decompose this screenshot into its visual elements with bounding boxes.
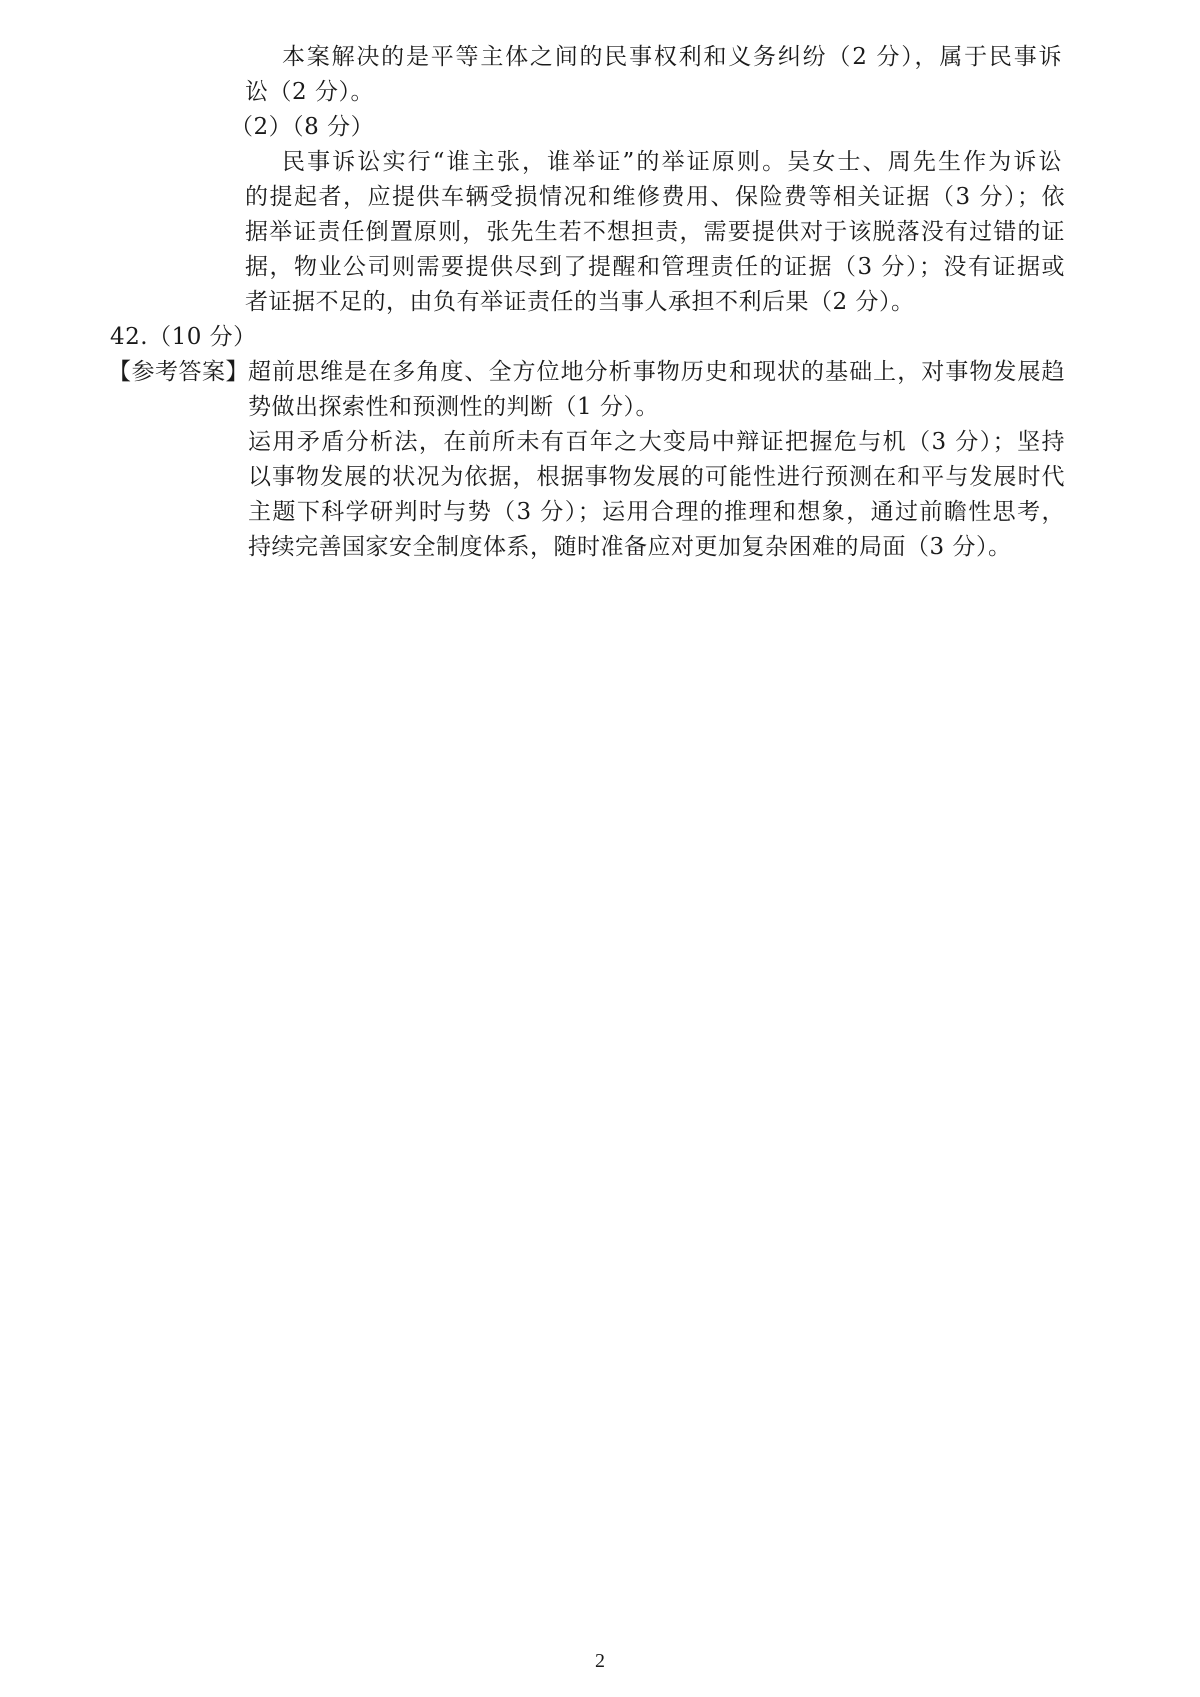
q41-part2-line: 民事诉讼实行“谁主张，谁举证”的举证原则。吴女士、周先生作为诉讼 bbox=[282, 149, 1062, 175]
q41-part2-line: 据，物业公司则需要提供尽到了提醒和管理责任的证据（3 分）；没有证据或 bbox=[245, 254, 1065, 280]
q42-heading: 42.（10 分） bbox=[110, 324, 257, 350]
q42-answer-line: 运用矛盾分析法，在前所未有百年之大变局中辩证把握危与机（3 分）；坚持 bbox=[248, 429, 1065, 455]
q41-part2-heading: （2）（8 分） bbox=[230, 114, 375, 140]
q42-answer-line: 以事物发展的状况为依据，根据事物发展的可能性进行预测在和平与发展时代 bbox=[248, 464, 1065, 490]
q42-answer-line: 势做出探索性和预测性的判断（1 分）。 bbox=[248, 394, 659, 420]
q41-part2-line: 的提起者，应提供车辆受损情况和维修费用、保险费等相关证据（3 分）；依 bbox=[245, 184, 1065, 210]
q42-answer-line: 主题下科学研判时与势（3 分）；运用合理的推理和想象，通过前瞻性思考， bbox=[248, 499, 1065, 525]
q41-part2-line: 据举证责任倒置原则，张先生若不想担责，需要提供对于该脱落没有过错的证 bbox=[245, 219, 1065, 245]
q42-answer-line: 超前思维是在多角度、全方位地分析事物历史和现状的基础上，对事物发展趋 bbox=[248, 359, 1065, 385]
q41-part1-line1: 本案解决的是平等主体之间的民事权利和义务纠纷（2 分），属于民事诉 bbox=[282, 44, 1062, 70]
page-number: 2 bbox=[595, 1650, 605, 1672]
reference-answer-label: 【参考答案】 bbox=[108, 359, 249, 385]
q41-part1-line2: 讼（2 分）。 bbox=[245, 79, 374, 105]
q41-part2-line: 者证据不足的，由负有举证责任的当事人承担不利后果（2 分）。 bbox=[245, 289, 915, 315]
q42-answer-line: 持续完善国家安全制度体系，随时准备应对更加复杂困难的局面（3 分）。 bbox=[248, 534, 1012, 560]
